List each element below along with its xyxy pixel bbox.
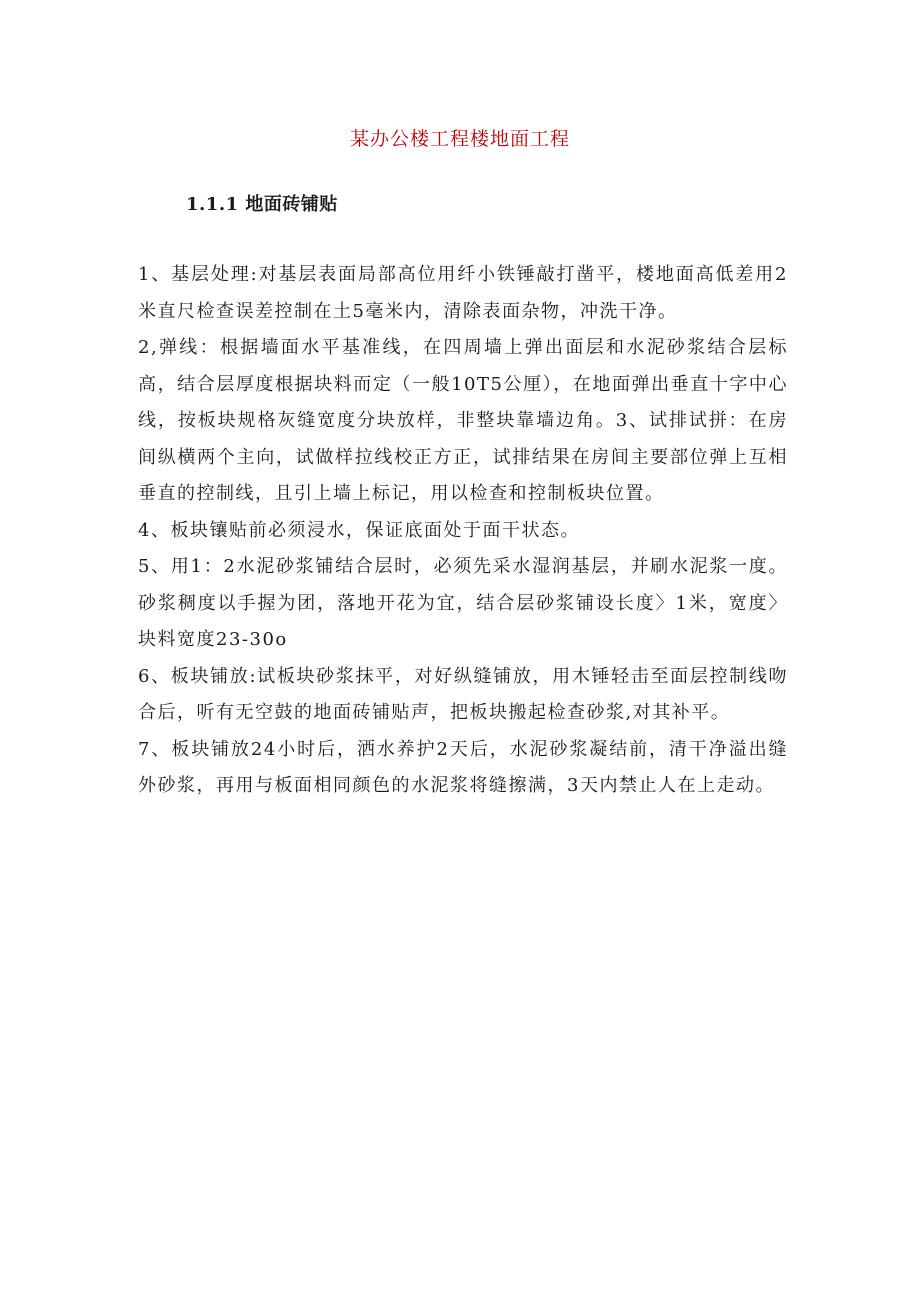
paragraph-2: 2,弹线：根据墙面水平基准线，在四周墙上弹出面层和水泥砂浆结合层标高，结合层厚度根据块料而定（一般10T5公厘），在地面弹出垂直十字中心线，按板块规格灰缝宽度分块放样，非整块靠墙边角。3、试排试拼：在房间纵横两个主向，试做样拉线校正方正，试排结果在房间主要部位弹上互相垂直的控制线，且引上墙上标记，用以检查和控制板块位置。 — [138, 337, 788, 504]
document-body — [138, 257, 788, 805]
paragraph-3: 4、板块镶贴前必须浸水，保证底面处于面干状态。 — [138, 519, 580, 541]
paragraph-5: 6、板块铺放:试板块砂浆抹平，对好纵缝铺放，用木锤轻击至面层控制线吻合后，听有无空鼓的地面砖铺贴声，把板块搬起检查砂浆,对其补平。 — [138, 665, 788, 723]
paragraph-1: 1、基层处理:对基层表面局部高位用纤小铁锤敲打凿平，楼地面高低差用2米直尺检查误差控制在土5毫米内，清除表面杂物，冲洗干净。 — [138, 264, 788, 322]
paragraph-6: 7、板块铺放24小时后，洒水养护2天后，水泥砂浆凝结前，清干净溢出缝外砂浆，再用与板面相同颜色的水泥浆将缝擦满，3天内禁止人在上走动。 — [138, 738, 788, 796]
paragraph-4: 5、用1：2水泥砂浆铺结合层时，必须先采水湿润基层，并刷水泥浆一度。砂浆稠度以手握为团，落地开花为宜，结合层砂浆铺设长度〉1米，宽度〉块料宽度23-30o — [138, 556, 788, 650]
section-heading: 1.1.1 地面砖铺贴 — [186, 194, 338, 215]
document-title: 某办公楼工程楼地面工程 — [349, 128, 570, 150]
